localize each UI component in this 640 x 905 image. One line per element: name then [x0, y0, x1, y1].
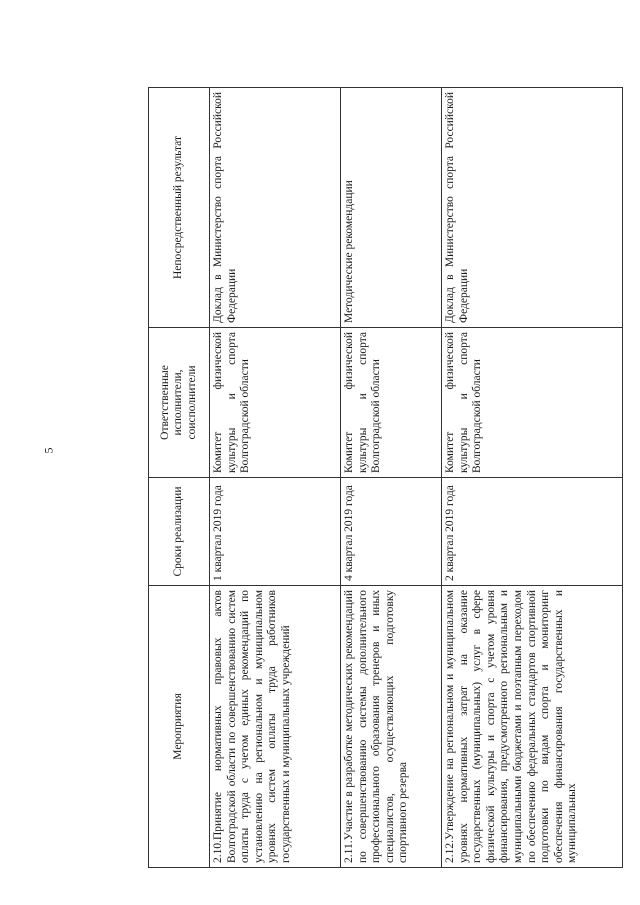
header-activities: Мероприятия	[149, 586, 210, 868]
activity-cell: 2.10.Принятие нормативных правовых актов Волгоградской области по совершенствованию систем оплаты труда с учетом единых рекомендаций по установлению на региональном и муниципальном уровнях систем оплаты труда работников государственных и муниципальных учреждений	[210, 586, 341, 868]
header-result: Непосредственный результат	[149, 88, 210, 328]
rotated-table-container	[148, 88, 632, 868]
table-row	[442, 88, 623, 868]
activities-table	[148, 87, 623, 868]
executors-cell: Комитет физической культуры и спорта Волгоградской области	[341, 328, 442, 478]
executors-cell: Комитет физической культуры и спорта Волгоградской области	[210, 328, 341, 478]
executors-cell: Комитет физической культуры и спорта Волгоградской области	[442, 328, 623, 478]
deadline-cell: 2 квартал 2019 года	[442, 478, 623, 586]
result-cell: Доклад в Министерство спорта Российской Федерации	[210, 88, 341, 328]
table-row	[341, 88, 442, 868]
table-row	[210, 88, 341, 868]
table-header-row	[149, 88, 210, 868]
page-number: 5	[41, 447, 56, 454]
header-executors: Ответственные исполнители, соисполнители	[149, 328, 210, 478]
activity-cell: 2.11.Участие в разработке методических рекомендаций по совершенствованию системы дополнительного профессионального образования тренеров и иных специалистов, осуществляющих подготовку спортивного резерва	[341, 586, 442, 868]
activity-cell: 2.12.Утверждение на региональном и муниципальном уровнях нормативных затрат на оказание государственных (муниципальных) услуг в сфере физической культуры и спорта с учетом уровня финансирования, предусмотренного региональным и муниципальными бюджетами и поэтапным переходом по обеспечению федеральных стандартов спортивной подготовки по видам спорта и мониторинг обеспечения финансирования государственных и муниципальных	[442, 586, 623, 868]
deadline-cell: 4 квартал 2019 года	[341, 478, 442, 586]
result-cell: Методические рекомендации	[341, 88, 442, 328]
header-deadline: Сроки реализации	[149, 478, 210, 586]
result-cell: Доклад в Министерство спорта Российской Федерации	[442, 88, 623, 328]
deadline-cell: 1 квартал 2019 года	[210, 478, 341, 586]
